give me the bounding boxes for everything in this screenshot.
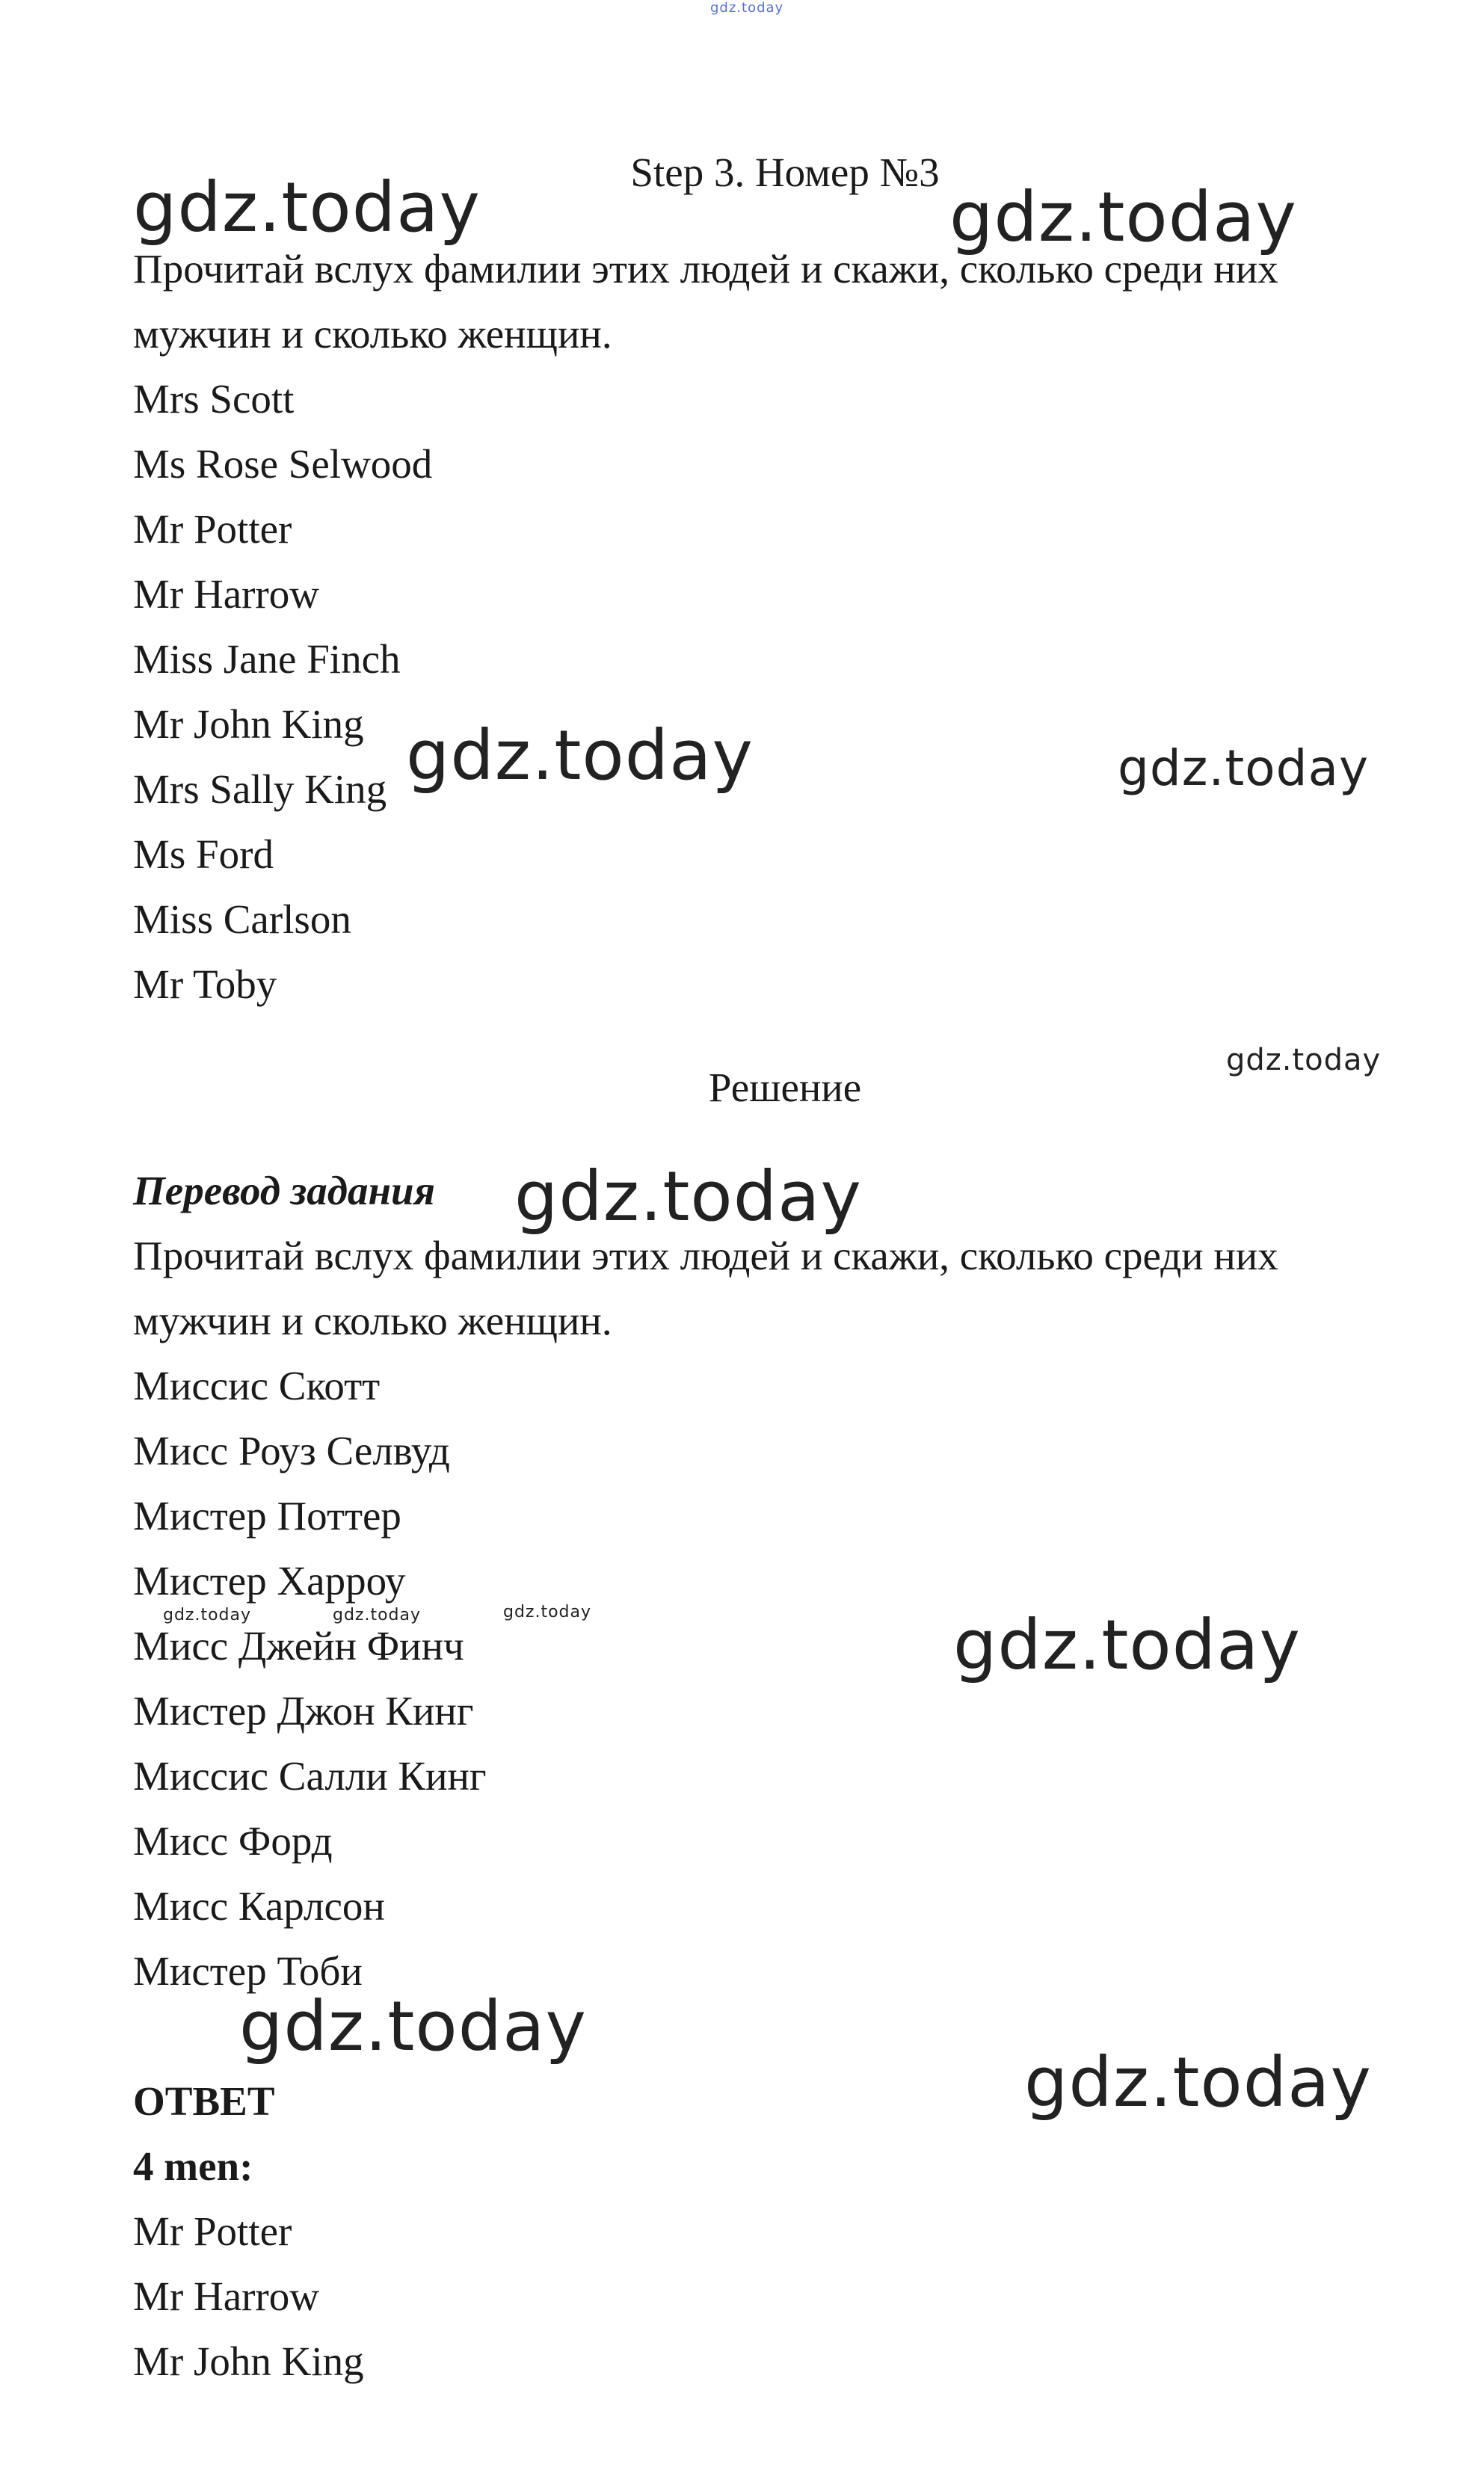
translation-instruction-line2: мужчин и сколько женщин. (133, 1298, 612, 1343)
watermark: gdz.today (333, 1606, 422, 1625)
name-item: Ms Ford (133, 831, 274, 877)
task-instruction-line2: мужчин и сколько женщин. (133, 311, 612, 357)
translated-name-item: Мистер Тоби (133, 1948, 363, 1994)
translated-name-item: Мисс Роуз Селвуд (133, 1428, 450, 1474)
watermark: gdz.today (406, 715, 754, 795)
name-item: Ms Rose Selwood (133, 441, 433, 487)
name-item: Mr Toby (133, 961, 277, 1007)
watermark: gdz.today (133, 167, 481, 247)
translation-heading: Перевод задания (133, 1168, 435, 1213)
watermark: gdz.today (163, 1606, 252, 1625)
translation-instruction-line1: Прочитай вслух фамилии этих людей и скажи, сколько среди них (133, 1233, 1278, 1278)
task-instruction-line1: Прочитай вслух фамилии этих людей и скажи, сколько среди них (133, 246, 1278, 292)
translated-name-item: Мисс Карлсон (133, 1883, 385, 1929)
watermark: gdz.today (949, 177, 1297, 257)
answer-name-item: Mr Potter (133, 2208, 292, 2254)
name-item: Mr Harrow (133, 571, 319, 617)
name-item: Mr John King (133, 701, 364, 747)
translated-name-item: Мистер Харроу (133, 1558, 406, 1604)
men-count-label: 4 men: (133, 2143, 253, 2189)
translated-name-item: Мисс Форд (133, 1818, 333, 1864)
name-item: Mrs Scott (133, 376, 295, 422)
translated-name-item: Миссис Скотт (133, 1363, 381, 1408)
translated-name-item: Мистер Джон Кинг (133, 1688, 474, 1734)
translated-name-item: Мисс Джейн Финч (133, 1623, 464, 1669)
watermark: gdz.today (503, 1603, 592, 1622)
watermark: gdz.today (1024, 2042, 1372, 2122)
name-item: Miss Carlson (133, 896, 351, 942)
watermark: gdz.today (239, 1986, 587, 2066)
page-title: Step 3. Номер №3 (630, 150, 940, 195)
watermark: gdz.today (514, 1157, 862, 1237)
name-item: Mr Potter (133, 506, 292, 552)
solution-heading: Решение (708, 1065, 862, 1110)
answer-heading: ОТВЕТ (133, 2078, 275, 2124)
watermark: gdz.today (953, 1605, 1301, 1685)
watermark-top: gdz.today (710, 0, 784, 16)
answer-name-item: Mr Harrow (133, 2273, 319, 2319)
translated-name-item: Миссис Салли Кинг (133, 1753, 487, 1799)
watermark: gdz.today (1226, 1043, 1382, 1077)
translated-name-item: Мистер Поттер (133, 1493, 401, 1539)
watermark: gdz.today (1118, 739, 1370, 797)
answer-name-item: Mr John King (133, 2338, 364, 2384)
name-item: Miss Jane Finch (133, 636, 401, 682)
name-item: Mrs Sally King (133, 766, 387, 812)
